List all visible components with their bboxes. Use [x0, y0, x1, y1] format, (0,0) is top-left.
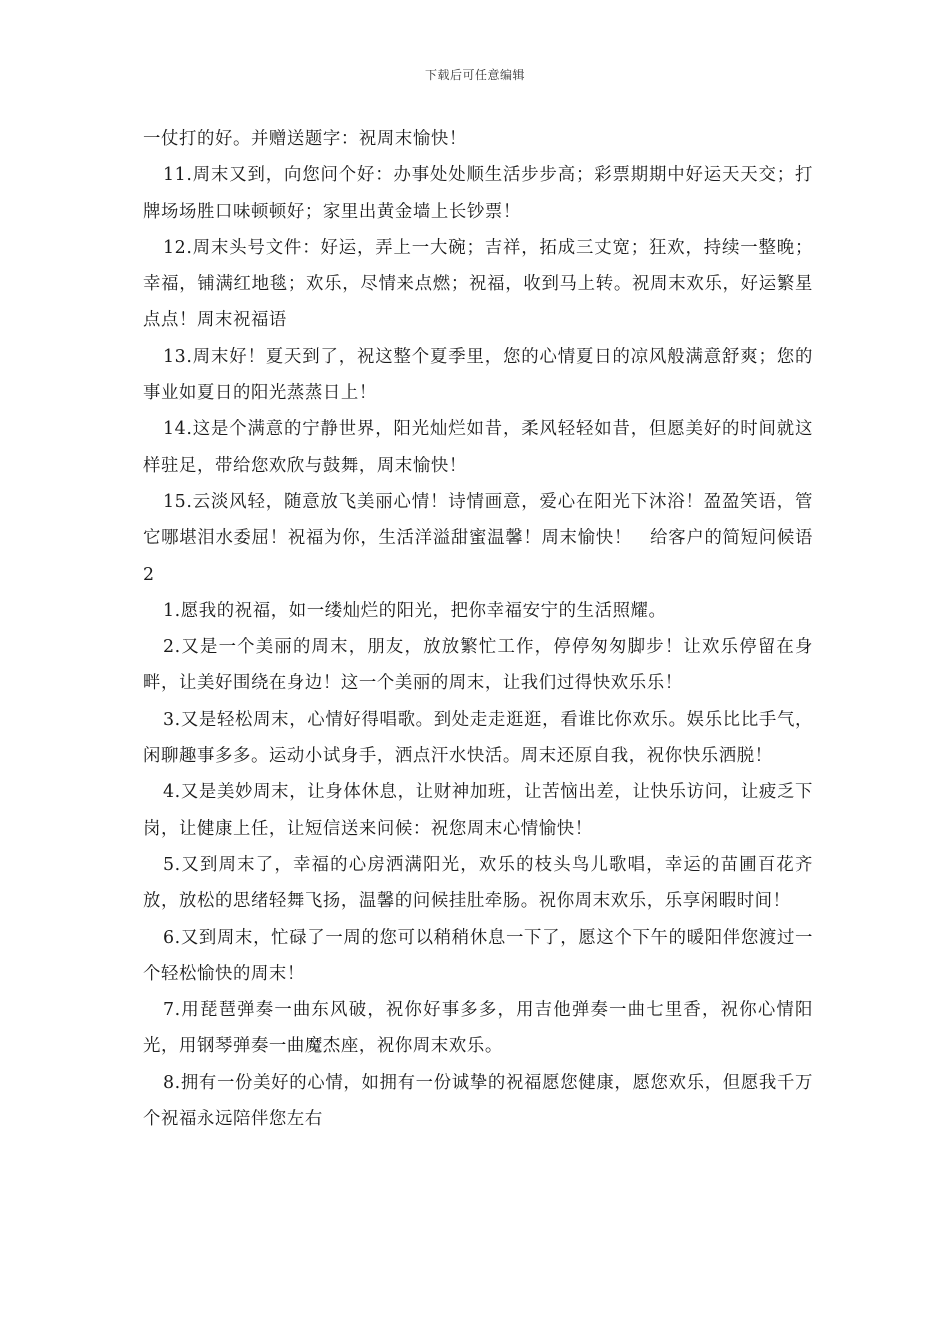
paragraph-item-7: 7.用琵琶弹奏一曲东风破，祝你好事多多，用吉他弹奏一曲七里香，祝你心情阳光，用钢琴弹奏一曲魔杰座，祝你周末欢乐。: [143, 1000, 813, 1057]
paragraph-item-13: 13.周末好！夏天到了，祝这整个夏季里，您的心情夏日的凉风般满意舒爽；您的事业如夏日的阳光蒸蒸日上！: [143, 346, 813, 404]
paragraph-item-2: 2.又是一个美丽的周末，朋友，放放繁忙工作，停停匆匆脚步！让欢乐停留在身畔，让美好围绕在身边！这一个美丽的周末，让我们过得快欢乐乐！: [143, 637, 813, 694]
paragraph-item-12: 12.周末头号文件：好运，弄上一大碗；吉祥，拓成三丈宽；狂欢，持续一整晚；幸福，铺满红地毯；欢乐，尽情来点燃；祝福，收到马上转。祝周末欢乐，好运繁星点点！周末祝福语: [143, 237, 813, 331]
paragraph-item-4: 4.又是美妙周末，让身体休息，让财神加班，让苦恼出差，让快乐访问，让疲乏下岗，让健康上任，让短信送来问候：祝您周末心情愉快！: [143, 782, 813, 839]
paragraph-item-5: 5.又到周末了，幸福的心房洒满阳光，欢乐的枝头鸟儿歌唱，幸运的苗圃百花齐放，放松的思绪轻舞飞扬，温馨的问候挂肚牵肠。祝你周末欢乐，乐享闲暇时间！: [143, 854, 813, 912]
paragraph-item-15: 15.云淡风轻，随意放飞美丽心情！诗情画意，爱心在阳光下沐浴！盈盈笑语，管它哪堪泪水委屈！祝福为你，生活洋溢甜蜜温馨！周末愉快！ 给客户的简短问候语2: [143, 491, 813, 585]
paragraph-continuation: 一仗打的好。并赠送题字：祝周末愉快！: [143, 129, 467, 149]
page-header: 下载后可任意编辑: [424, 68, 525, 82]
paragraph-item-8: 8.拥有一份美好的心情，如拥有一份诚挚的祝福愿您健康，愿您欢乐，但愿我千万个祝福永远陪伴您左右: [143, 1072, 813, 1130]
document-body: [143, 121, 813, 1137]
paragraph-item-11: 11.周末又到，向您问个好：办事处处顺生活步步高；彩票期期中好运天天交；打牌场场胜口味顿顿好；家里出黄金墙上长钞票！: [143, 165, 813, 222]
paragraph-item-3: 3.又是轻松周末，心情好得唱歌。到处走走逛逛，看谁比你欢乐。娱乐比比手气，闲聊趣事多多。运动小试身手，洒点汗水快活。周末还原自我，祝你快乐洒脱！: [143, 709, 813, 767]
paragraph-item-6: 6.又到周末，忙碌了一周的您可以稍稍休息一下了，愿这个下午的暖阳伴您渡过一个轻松愉快的周末！: [143, 927, 813, 984]
paragraph-item-14: 14.这是个满意的宁静世界，阳光灿烂如昔，柔风轻轻如昔，但愿美好的时间就这样驻足，带给您欢欣与鼓舞，周末愉快！: [143, 419, 813, 476]
paragraph-item-1: 1.愿我的祝福，如一缕灿烂的阳光，把你幸福安宁的生活照耀。: [163, 600, 667, 621]
